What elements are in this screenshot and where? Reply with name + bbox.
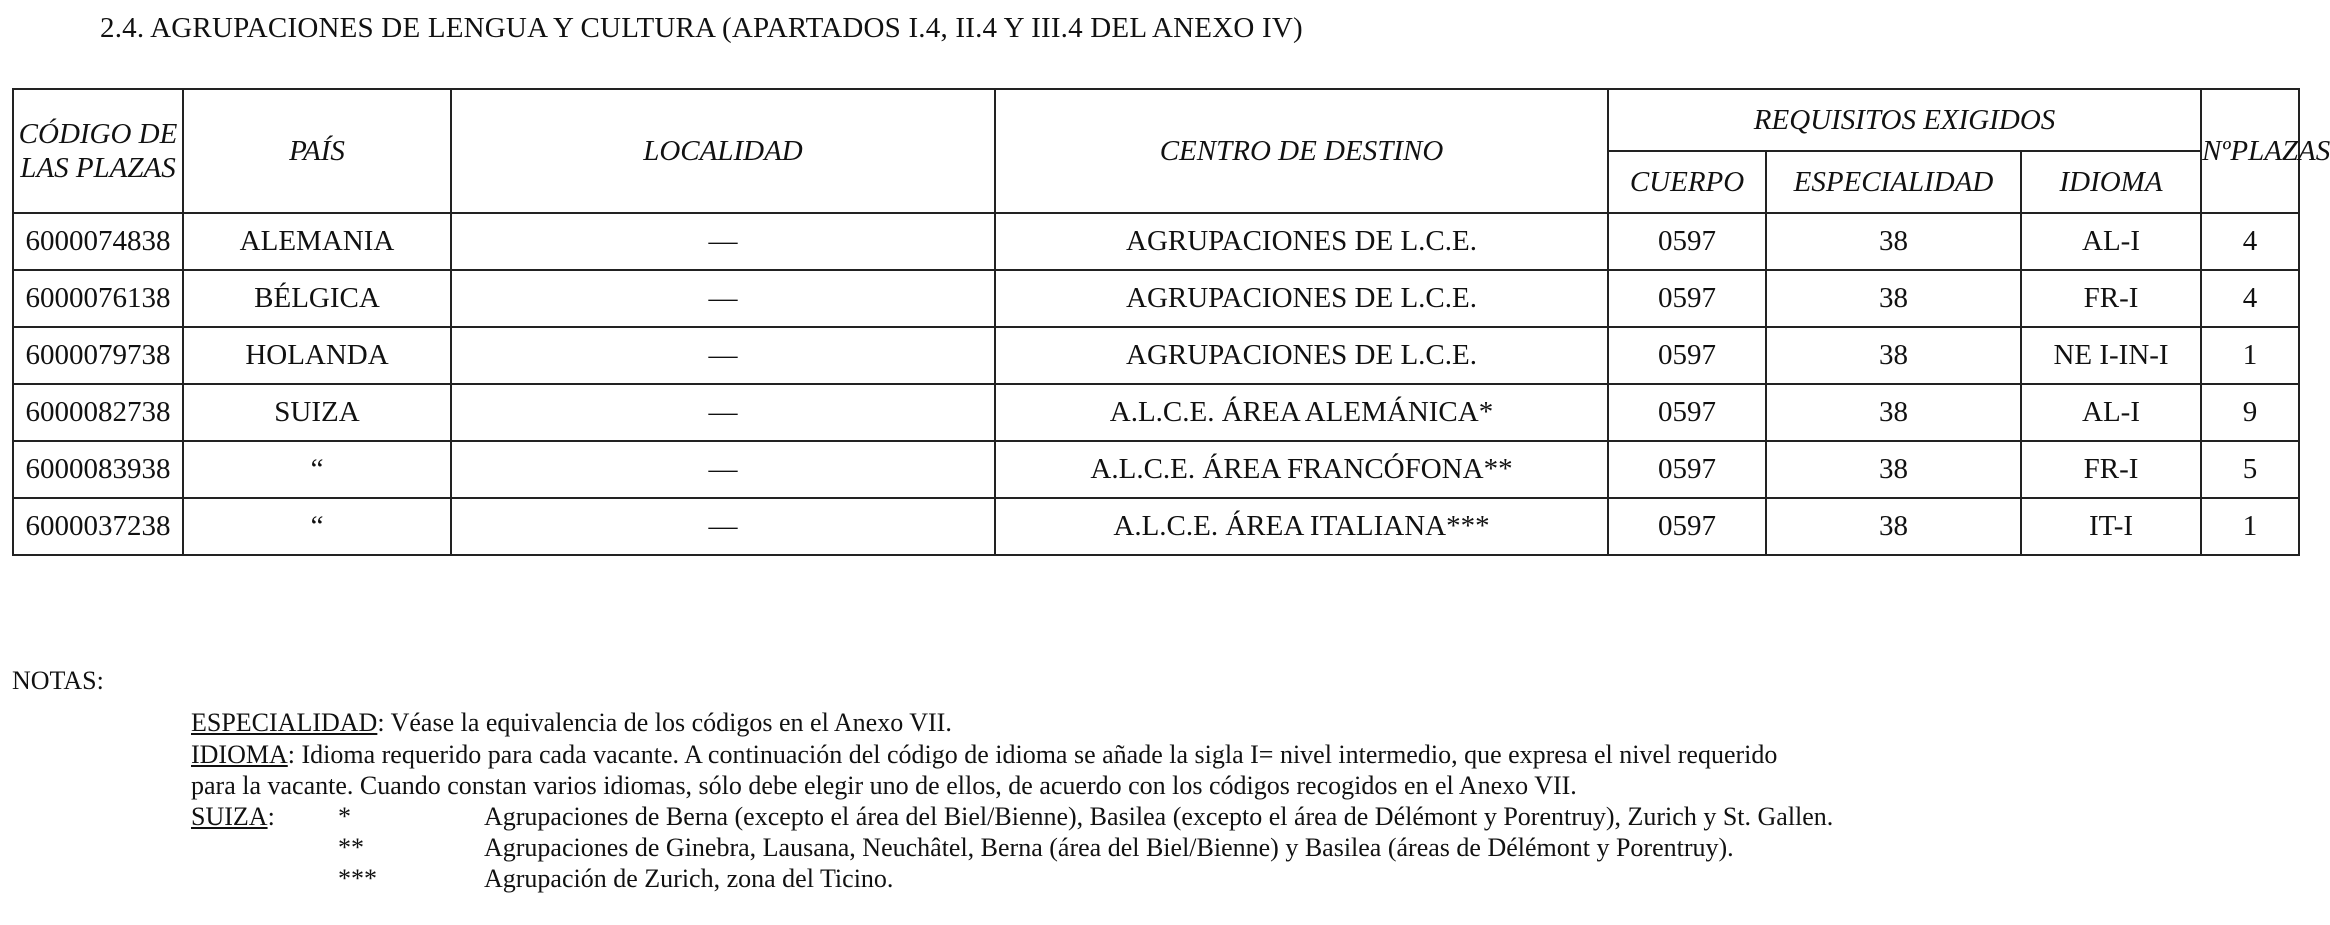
note-suiza-colon: : [267, 802, 275, 831]
footnote-text: Agrupaciones de Berna (excepto el área del Biel/Bienne), Basilea (excepto el área de Délémont y Porentruy), Zurich y St. Gallen. [484, 802, 1834, 831]
cell-centro: A.L.C.E. ÁREA ITALIANA*** [995, 498, 1608, 555]
cell-centro: AGRUPACIONES DE L.C.E. [995, 213, 1608, 270]
cell-plazas: 4 [2201, 270, 2299, 327]
note-suiza-label [191, 801, 275, 832]
cell-pais: BÉLGICA [183, 270, 451, 327]
cell-codigo: 6000076138 [13, 270, 183, 327]
cell-cuerpo: 0597 [1608, 384, 1766, 441]
cell-centro: AGRUPACIONES DE L.C.E. [995, 327, 1608, 384]
cell-pais: SUIZA [183, 384, 451, 441]
header-nplazas: NºPLAZAS [2201, 89, 2299, 213]
cell-idioma: AL-I [2021, 213, 2201, 270]
table-row [13, 213, 2299, 270]
footnote-mark: * [338, 802, 351, 831]
cell-pais: “ [183, 441, 451, 498]
cell-idioma: AL-I [2021, 384, 2201, 441]
cell-plazas: 1 [2201, 498, 2299, 555]
cell-codigo: 6000037238 [13, 498, 183, 555]
vacancies-table [12, 88, 2330, 556]
cell-idioma: FR-I [2021, 441, 2201, 498]
footnote-mark: *** [338, 864, 377, 893]
table-row [13, 384, 2299, 441]
header-codigo-line1: CÓDIGO DE [18, 118, 178, 150]
notes-label: NOTAS: [12, 666, 104, 695]
footnote-text: Agrupación de Zurich, zona del Ticino. [484, 864, 894, 893]
cell-localidad: — [451, 498, 995, 555]
cell-idioma: IT-I [2021, 498, 2201, 555]
note-suiza-term: SUIZA [191, 802, 268, 831]
cell-pais: “ [183, 498, 451, 555]
header-especialidad: ESPECIALIDAD [1766, 151, 2021, 213]
cell-cuerpo: 0597 [1608, 270, 1766, 327]
note-especialidad-term: ESPECIALIDAD [191, 708, 378, 737]
cell-pais: ALEMANIA [183, 213, 451, 270]
cell-especialidad: 38 [1766, 270, 2021, 327]
cell-plazas: 5 [2201, 441, 2299, 498]
note-idioma-term: IDIOMA [191, 740, 288, 769]
cell-localidad: — [451, 441, 995, 498]
footnote-text: Agrupaciones de Ginebra, Lausana, Neuchâtel, Berna (área del Biel/Bienne) y Basilea (áreas de Délémont y Porentruy). [484, 833, 1734, 862]
cell-codigo: 6000074838 [13, 213, 183, 270]
note-idioma-cont: para la vacante. Cuando constan varios idiomas, sólo debe elegir uno de ellos, de acuerdo con los códigos recogidos en el Anexo VII. [191, 771, 1577, 800]
cell-especialidad: 38 [1766, 213, 2021, 270]
note-idioma [191, 739, 1777, 770]
header-cuerpo: CUERPO [1608, 151, 1766, 213]
header-requisitos: REQUISITOS EXIGIDOS [1608, 89, 2201, 151]
cell-especialidad: 38 [1766, 384, 2021, 441]
header-row-top [13, 89, 2299, 151]
cell-centro: A.L.C.E. ÁREA FRANCÓFONA** [995, 441, 1608, 498]
cell-idioma: NE I-IN-I [2021, 327, 2201, 384]
cell-codigo: 6000082738 [13, 384, 183, 441]
cell-centro: AGRUPACIONES DE L.C.E. [995, 270, 1608, 327]
table-row [13, 441, 2299, 498]
cell-pais: HOLANDA [183, 327, 451, 384]
cell-localidad: — [451, 384, 995, 441]
cell-especialidad: 38 [1766, 498, 2021, 555]
cell-codigo: 6000083938 [13, 441, 183, 498]
cell-localidad: — [451, 213, 995, 270]
cell-idioma: FR-I [2021, 270, 2201, 327]
header-codigo-line2: LAS PLAZAS [20, 152, 176, 184]
cell-cuerpo: 0597 [1608, 441, 1766, 498]
cell-codigo: 6000079738 [13, 327, 183, 384]
header-codigo [13, 89, 183, 213]
header-idioma: IDIOMA [2021, 151, 2201, 213]
cell-cuerpo: 0597 [1608, 213, 1766, 270]
cell-cuerpo: 0597 [1608, 498, 1766, 555]
cell-plazas: 4 [2201, 213, 2299, 270]
table-row [13, 498, 2299, 555]
cell-localidad: — [451, 327, 995, 384]
header-pais: PAÍS [183, 89, 451, 213]
note-especialidad [191, 707, 952, 738]
cell-localidad: — [451, 270, 995, 327]
cell-cuerpo: 0597 [1608, 327, 1766, 384]
cell-especialidad: 38 [1766, 441, 2021, 498]
cell-especialidad: 38 [1766, 327, 2021, 384]
cell-plazas: 1 [2201, 327, 2299, 384]
note-especialidad-text: : Véase la equivalencia de los códigos en el Anexo VII. [377, 708, 952, 737]
footnote-mark: ** [338, 833, 364, 862]
header-centro: CENTRO DE DESTINO [995, 89, 1608, 213]
cell-plazas: 9 [2201, 384, 2299, 441]
cell-centro: A.L.C.E. ÁREA ALEMÁNICA* [995, 384, 1608, 441]
header-localidad: LOCALIDAD [451, 89, 995, 213]
table-row [13, 327, 2299, 384]
note-idioma-text: : Idioma requerido para cada vacante. A continuación del código de idioma se añade la sigla I= nivel intermedio, que expresa el nivel requerido [287, 740, 1778, 769]
section-heading: 2.4. AGRUPACIONES DE LENGUA Y CULTURA (APARTADOS I.4, II.4 Y III.4 DEL ANEXO IV) [100, 12, 1303, 44]
table-row [13, 270, 2299, 327]
